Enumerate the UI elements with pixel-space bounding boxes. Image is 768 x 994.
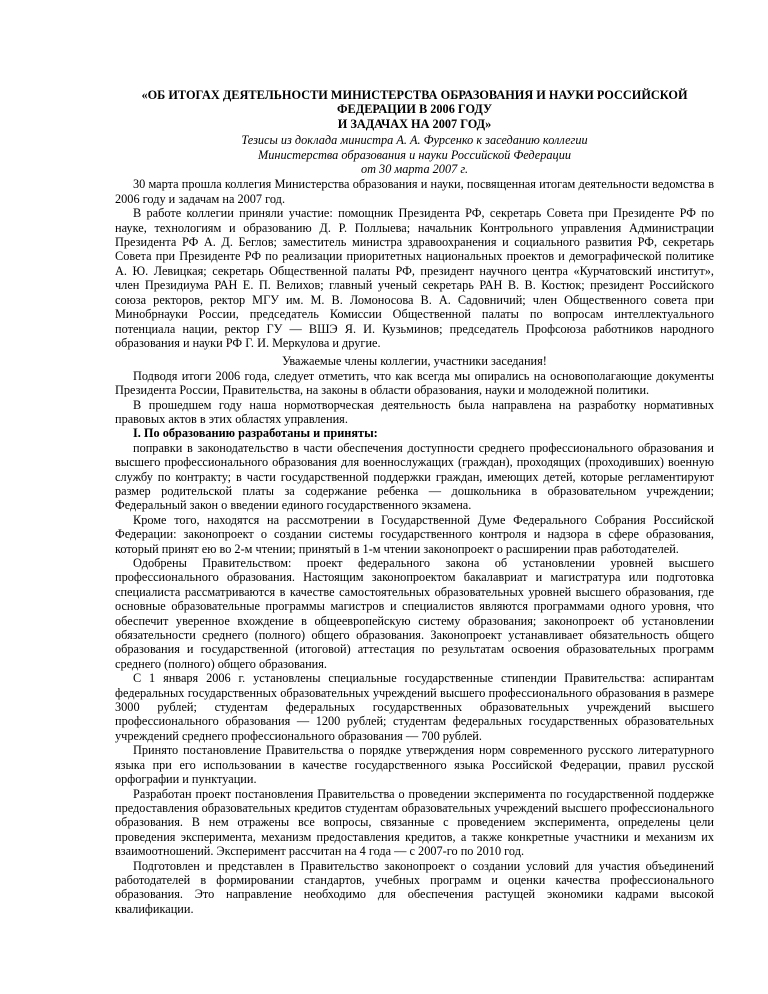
subtitle-line: Тезисы из доклада министра А. А. Фурсенко к заседанию коллегии bbox=[241, 133, 588, 148]
paragraph: В работе коллегии приняли участие: помощник Президента РФ, секретарь Совета при Президенте РФ по науке, технологиям и образованию Д. Р. Поллыева; начальник Контрольного управления Администрации Президента РФ А. Д. Беглов; заместитель министра здравоохранения и социального развития РФ, секретарь Совета при Президенте РФ по реализации приоритетных национальных проектов и демографической политике А. Ю. Левицкая; секретарь Общественной палаты РФ, президент научного центра «Курчатовский институт», член Президиума РАН Е. П. Велихов; главный ученый секретарь РАН В. В. Костюк; президент Российского союза ректоров, ректор МГУ им. М. В. Ломоносова В. А. Садовничий; член Общественного совета при Минобрнауки России, председатель Комиссии Общественной палаты по вопросам интеллектуального потенциала нации, ректор ГУ — ВШЭ Я. И. Кузьминов; председатель Профсоюза работников народного образования и науки РФ Г. И. Меркулова и другие. bbox=[115, 206, 714, 350]
subtitle-line: от 30 марта 2007 г. bbox=[360, 162, 469, 177]
paragraph: С 1 января 2006 г. установлены специальные государственные стипендии Правительства: аспирантам федеральных государственных образовательных учреждений высшего профессионального образования в размере 3000 рублей; студентам федеральных государственных образовательных учреждений высшего профессионального образования — 1200 рублей; студентам федеральных государственных образовательных учреждений среднего профессионального образования — 700 рублей. bbox=[115, 671, 714, 743]
paragraph: В прошедшем году наша нормотворческая деятельность была направлена на разработку нормативных правовых актов в этих областях управления. bbox=[115, 397, 714, 426]
paragraph: Подводя итоги 2006 года, следует отметить, что как всегда мы опирались на основополагающие документы Президента России, Правительства, на законы в области образования, науки и молодежной политики. bbox=[115, 368, 714, 398]
title-line: И ЗАДАЧАХ НА 2007 ГОД» bbox=[337, 116, 492, 131]
document-subtitle bbox=[115, 133, 714, 176]
document-title bbox=[115, 88, 714, 131]
paragraph: Подготовлен и представлен в Правительство законопроект о создании условий для участия объединений работодателей в формировании стандартов, учебных программ и оценки качества профессионального образования. Это направление необходимо для обеспечения растущей экономики кадрами высокой квалификации. bbox=[115, 858, 714, 916]
paragraph: Одобрены Правительством: проект федерального закона об установлении уровней высшего профессионального образования. Настоящим законопроектом бакалавриат и магистратура или подготовка специалиста рассматриваются в качестве самостоятельных образовательных уровней высшего образования, где основные образовательные программы магистров и специалистов являются программами одного уровня, что обеспечит уверенное вхождение в общеевропейскую систему образования; законопроект об установлении обязательности среднего (полного) общего образования. Законопроект устанавливает обязательность общего образования и государственной (итоговой) аттестация по результатам освоения образовательных программ среднего (полного) общего образования. bbox=[115, 556, 714, 671]
paragraph: Принято постановление Правительства о порядке утверждения норм современного русского литературного языка при его использовании в качестве государственного языка Российской Федерации, правил русской орфографии и пунктуации. bbox=[115, 743, 714, 787]
paragraph: поправки в законодательство в части обеспечения доступности среднего профессионального образования и высшего профессионального образования для военнослужащих (граждан), проходящих (проходивших) военную службу по контракту; в части государственной поддержки граждан, имеющих детей, которые регламентируют размер родительской платы за содержание ребенка — дошкольника в образовательном учреждении; Федеральный закон о введении единого государственного экзамена. bbox=[115, 440, 714, 513]
address-line: Уважаемые члены коллегии, участники заседания! bbox=[282, 354, 547, 369]
section-heading: I. По образованию разработаны и приняты: bbox=[133, 426, 378, 441]
title-line: ФЕДЕРАЦИИ В 2006 ГОДУ bbox=[336, 102, 493, 117]
paragraph: Разработан проект постановления Правительства о проведении эксперимента по государственной поддержке предоставления образовательных кредитов студентам образовательных учреждений высшего профессионального образования. В нем отражены все вопросы, связанные с проведением эксперимента, определены цели проведения эксперимента, механизм предоставления кредитов, а также конкретные участники и механизм их взаимоотношений. Эксперимент рассчитан на 4 года — с 2007-го по 2010 год. bbox=[115, 786, 714, 859]
paragraph: Кроме того, находятся на рассмотрении в Государственной Думе Федерального Собрания Российской Федерации: законопроект о создании системы государственного контроля и надзора в сфере образования, который принят ею во 2-м чтении; принятый в 1-м чтении законопроект о расширении прав работодателей. bbox=[115, 512, 714, 556]
paragraph: 30 марта прошла коллегия Министерства образования и науки, посвященная итогам деятельности ведомства в 2006 году и задачам на 2007 год. bbox=[115, 177, 714, 206]
subtitle-line: Министерства образования и науки Российской Федерации bbox=[258, 147, 571, 162]
title-line: «ОБ ИТОГАХ ДЕЯТЕЛЬНОСТИ МИНИСТЕРСТВА ОБРАЗОВАНИЯ И НАУКИ РОССИЙСКОЙ bbox=[141, 88, 688, 102]
